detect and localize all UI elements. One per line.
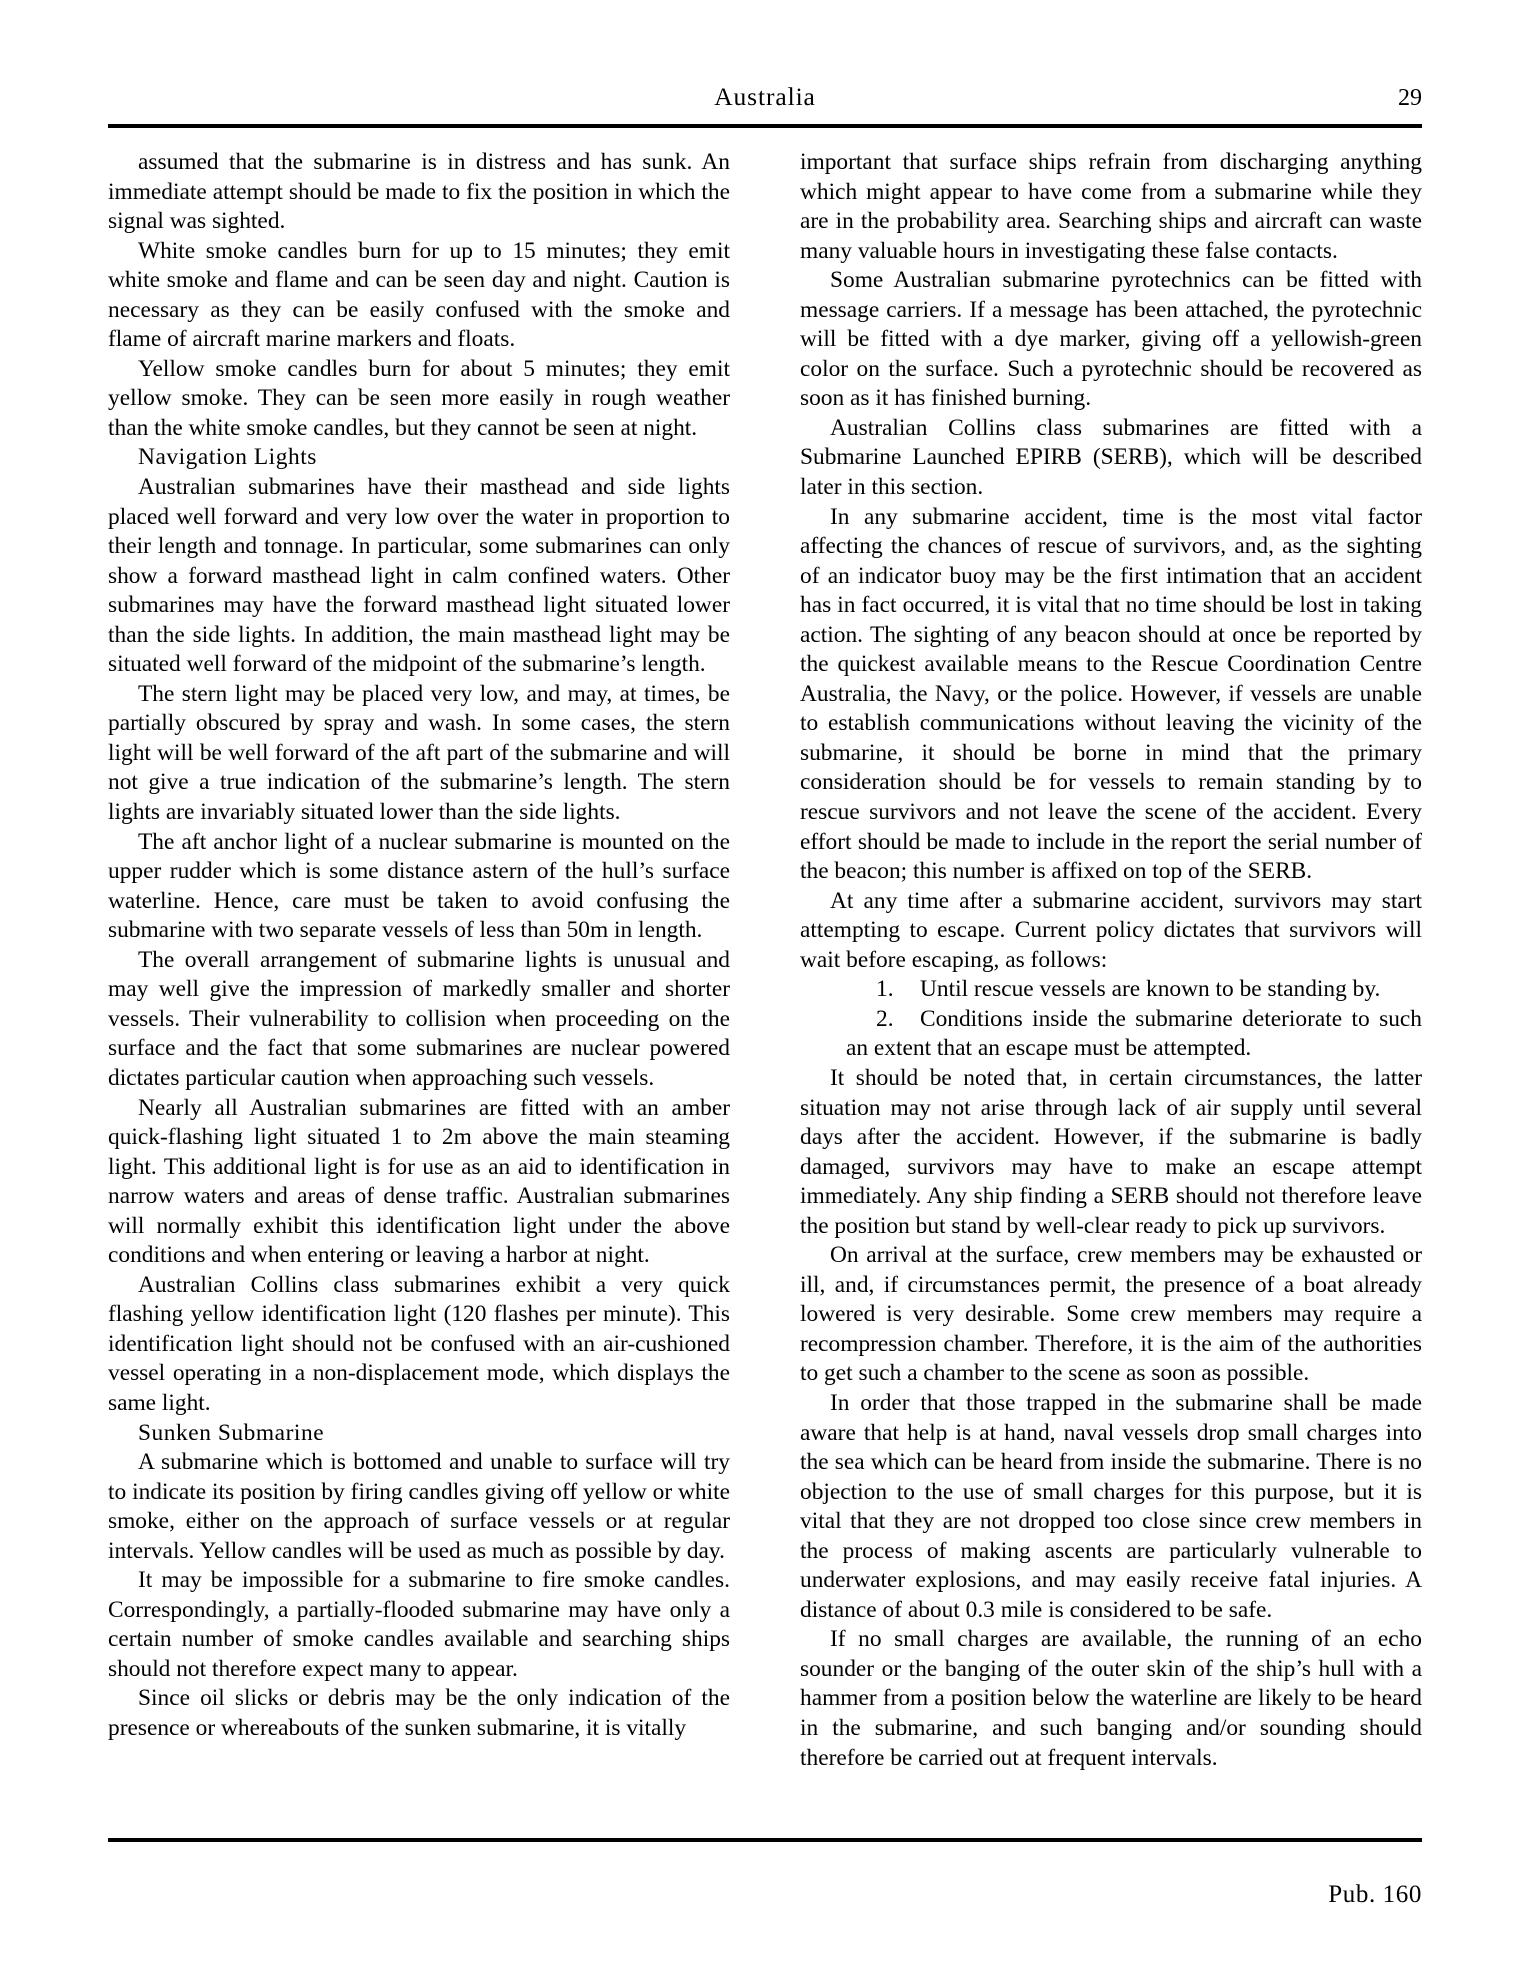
footer-rule [108,1838,1422,1842]
paragraph: Australian submarines have their masthead and side lights placed well forward and very low over the water in proportion to their length and tonnage. In particular, some submarines can only show a forward masthead light in calm confined waters. Other submarines may have the forward masthead light situated lower than the side lights. In addition, the main masthead light may be situated well forward of the midpoint of the submarine’s length. [108,474,730,678]
paragraph: At any time after a submarine accident, survivors may start attempting to escape. Current policy dictates that survivors will wait before escaping, as follows: [800,887,1422,973]
paragraph: assumed that the submarine is in distress and has sunk. An immediate attempt should be made to fix the position in which the signal was sighted. [108,149,730,235]
paragraph: Since oil slicks or debris may be the only indication of the presence or whereabouts of the sunken submarine, it is vitally [108,1685,730,1741]
paragraph: It should be noted that, in certain circumstances, the latter situation may not arise through lack of air supply until several days after the accident. However, if the submarine is badly damaged, survivors may have to make an escape attempt immediately. Any ship finding a SERB should not therefore leave the position but stand by well-clear ready to pick up survivors. [800,1064,1422,1239]
paragraph: Some Australian submarine pyrotechnics can be fitted with message carriers. If a message has been attached, the pyrotechnic will be fitted with a dye marker, giving off a yellowish-green color on the surface. Such a pyrotechnic should be recovered as soon as it has finished burning. [800,267,1422,412]
paragraph: Australian Collins class submarines are fitted with a Submarine Launched EPIRB (SERB), which will be described later in this section. [800,414,1422,501]
paragraph: White smoke candles burn for up to 15 minutes; they emit white smoke and flame and can be seen day and night. Caution is necessary as they can be easily confused with the smoke and flame of aircraft marine markers and floats. [108,237,730,353]
list-item-number: 2. [876,1005,894,1032]
running-head [108,82,1422,122]
paragraph: Yellow smoke candles burn for about 5 minutes; they emit yellow smoke. They can be seen more easily in rough weather than the white smoke candles, but they cannot be seen at night. [108,355,730,441]
list-item-text: Until rescue vessels are known to be standing by. [920,976,1381,1003]
paragraph: If no small charges are available, the running of an echo sounder or the banging of the outer skin of the ship’s hull with a hammer from a position below the waterline are likely to be heard in the submarine, and such banging and/or sounding should therefore be carried out at frequent intervals. [800,1626,1422,1771]
paragraph: The aft anchor light of a nuclear submarine is mounted on the upper rudder which is some distance astern of the hull’s surface waterline. Hence, care must be taken to avoid confusing the submarine with two separate vessels of less than 50m in length. [108,828,730,944]
list-item [800,975,1422,1005]
list-item-number: 1. [876,976,894,1003]
paragraph: A submarine which is bottomed and unable to surface will try to indicate its position by firing candles giving off yellow or white smoke, either on the approach of surface vessels or at regular intervals. Yellow candles will be used as much as possible by day. [108,1449,730,1564]
left-column [108,148,730,1820]
paragraph: It may be impossible for a submarine to fire smoke candles. Correspondingly, a partially-flooded submarine may have only a certain number of smoke candles available and searching ships should not therefore expect many to appear. [108,1567,730,1682]
paragraph: Australian Collins class submarines exhibit a very quick flashing yellow identification light (120 flashes per minute). This identification light should not be confused with an air-cushioned vessel operating in a non-displacement mode, which displays the same light. [108,1271,730,1416]
list-item-text: Conditions inside the submarine deteriorate to such an extent that an escape must be attempted. [846,1005,1422,1062]
body-columns [108,148,1422,1820]
list-item [800,1005,1422,1064]
paragraph: On arrival at the surface, crew members may be exhausted or ill, and, if circumstances permit, the presence of a boat already lowered is very desirable. Some crew members may require a recompression chamber. Therefore, it is the aim of the authorities to get such a chamber to the scene as soon as possible. [800,1242,1422,1387]
footer-publication: Pub. 160 [1328,1881,1422,1908]
paragraph: The stern light may be placed very low, and may, at times, be partially obscured by spray and wash. In some cases, the stern light will be well forward of the aft part of the submarine and will not give a true indication of the submarine’s length. The stern lights are invariably situated lower than the side lights. [108,680,730,826]
paragraph: important that surface ships refrain from discharging anything which might appear to have come from a submarine while they are in the probability area. Searching ships and aircraft can waste many valuable hours in investigating these false contacts. [800,149,1422,264]
paragraph: The overall arrangement of submarine lights is unusual and may well give the impression of markedly smaller and shorter vessels. Their vulnerability to collision when proceeding on the surface and the fact that some submarines are nuclear powered dictates particular caution when approaching such vessels. [108,946,730,1091]
paragraph: In order that those trapped in the submarine shall be made aware that help is at hand, naval vessels drop small charges into the sea which can be heard from inside the submarine. There is no objection to the use of small charges for this purpose, but it is vital that they are not dropped too close since crew members in the process of making ascents are particularly vulnerable to underwater explosions, and may easily receive fatal injuries. A distance of about 0.3 mile is considered to be safe. [800,1389,1422,1623]
page-title: Australia [714,82,816,111]
section-heading-navigation-lights: Navigation Lights [138,444,317,471]
header-rule [108,124,1422,128]
paragraph: Nearly all Australian submarines are fitted with an amber quick-flashing light situated 1 to 2m above the main steaming light. This additional light is for use as an aid to identification in narrow waters and areas of dense traffic. Australian submarines will normally exhibit this identification light under the above conditions and when entering or leaving a harbor at night. [108,1094,730,1269]
right-column [800,148,1422,1820]
paragraph: In any submarine accident, time is the most vital factor affecting the chances of rescue of survivors, and, as the sighting of an indicator buoy may be the first intimation that an accident has in fact occurred, it is vital that no time should be lost in taking action. The sighting of any beacon should at once be reported by the quickest available means to the Rescue Coordination Centre Australia, the Navy, or the police. However, if vessels are unable to establish communications without leaving the vicinity of the submarine, it should be borne in mind that the primary consideration should be for vessels to remain standing by to rescue survivors and not leave the scene of the accident. Every effort should be made to include in the report the serial number of the beacon; this number is affixed on top of the SERB. [800,503,1422,885]
section-heading-sunken-submarine: Sunken Submarine [138,1419,325,1446]
page-number: 29 [1398,85,1422,111]
